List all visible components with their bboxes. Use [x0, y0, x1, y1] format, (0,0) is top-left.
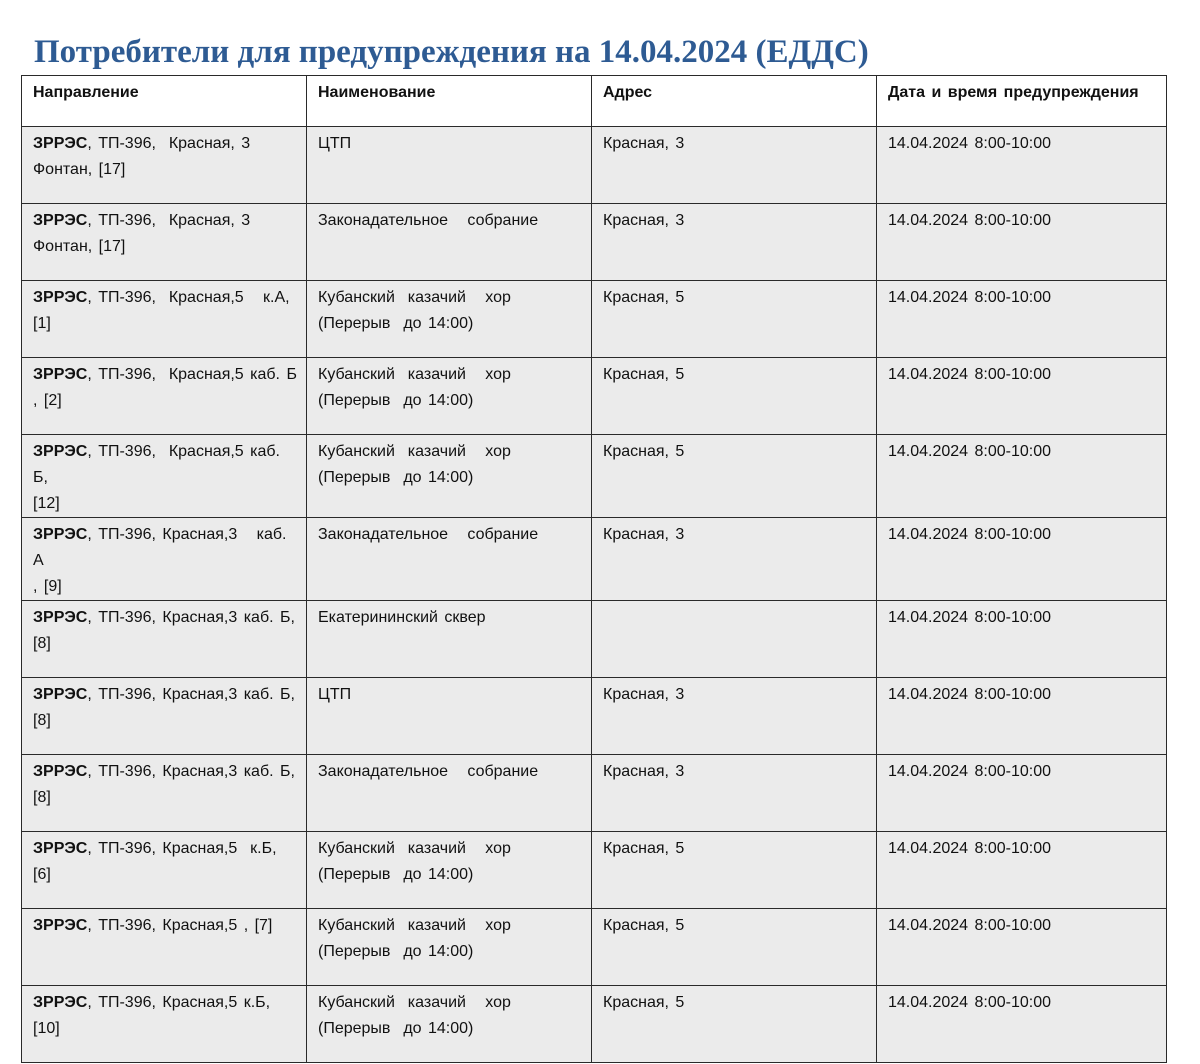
table-row — [22, 204, 1167, 281]
direction-text — [33, 994, 270, 1037]
cell-direction — [22, 909, 307, 986]
direction-detail: , ТП-396, Красная,5 к.Б, [10] — [33, 994, 271, 1037]
cell-datetime-text: 14.04.2024 8:00-10:00 — [888, 686, 1052, 703]
table-row — [22, 601, 1167, 678]
cell-datetime-text: 14.04.2024 8:00-10:00 — [888, 212, 1052, 229]
direction-text — [33, 763, 295, 806]
cell-name-text: ЦТП — [318, 135, 352, 152]
direction-text — [33, 212, 250, 255]
cell-datetime-text: 14.04.2024 8:00-10:00 — [888, 443, 1052, 460]
direction-text — [33, 686, 295, 729]
cell-datetime-text: 14.04.2024 8:00-10:00 — [888, 135, 1052, 152]
direction-detail: , ТП-396, Красная,5 каб. Б, [12] — [33, 443, 280, 512]
table-header-row — [22, 76, 1167, 127]
cell-datetime — [877, 832, 1167, 909]
organization-label: ЗРРЭС — [33, 212, 88, 229]
cell-address — [592, 832, 877, 909]
cell-address — [592, 518, 877, 601]
organization-label: ЗРРЭС — [33, 840, 88, 857]
cell-name — [307, 281, 592, 358]
cell-address-text: Красная, 3 — [603, 135, 685, 152]
cell-name — [307, 358, 592, 435]
cell-datetime — [877, 518, 1167, 601]
cell-direction — [22, 204, 307, 281]
cell-name — [307, 601, 592, 678]
cell-name-text: Кубанский казачий хор (Перерыв до 14:00) — [318, 917, 511, 960]
cell-name-text: Законадательное собрание — [318, 763, 539, 780]
direction-text — [33, 609, 295, 652]
cell-direction — [22, 435, 307, 518]
direction-text — [33, 366, 297, 409]
cell-name — [307, 204, 592, 281]
cell-name — [307, 909, 592, 986]
cell-datetime-text: 14.04.2024 8:00-10:00 — [888, 366, 1052, 383]
cell-name-text: Кубанский казачий хор (Перерыв до 14:00) — [318, 366, 511, 409]
organization-label: ЗРРЭС — [33, 289, 88, 306]
cell-name — [307, 127, 592, 204]
cell-datetime — [877, 755, 1167, 832]
cell-datetime — [877, 909, 1167, 986]
organization-label: ЗРРЭС — [33, 686, 88, 703]
cell-address — [592, 358, 877, 435]
cell-address — [592, 755, 877, 832]
cell-datetime-text: 14.04.2024 8:00-10:00 — [888, 289, 1052, 306]
cell-address — [592, 986, 877, 1063]
direction-detail: , ТП-396, Красная, 3 Фонтан, [17] — [33, 212, 251, 255]
cell-datetime-text: 14.04.2024 8:00-10:00 — [888, 526, 1052, 543]
cell-name-text: Кубанский казачий хор (Перерыв до 14:00) — [318, 994, 511, 1037]
column-header-direction: Направление — [22, 76, 307, 127]
cell-datetime — [877, 435, 1167, 518]
direction-detail: , ТП-396, Красная,5 каб. Б , [2] — [33, 366, 297, 409]
cell-address-text: Красная, 5 — [603, 994, 685, 1011]
organization-label: ЗРРЭС — [33, 366, 88, 383]
cell-direction — [22, 832, 307, 909]
cell-address-text: Красная, 5 — [603, 366, 685, 383]
cell-address-text: Красная, 5 — [603, 443, 685, 460]
cell-name-text: ЦТП — [318, 686, 352, 703]
column-header-name: Наименование — [307, 76, 592, 127]
direction-detail: , ТП-396, Красная,5 к.А, [1] — [33, 289, 290, 332]
cell-direction — [22, 986, 307, 1063]
cell-datetime-text: 14.04.2024 8:00-10:00 — [888, 840, 1052, 857]
cell-address — [592, 909, 877, 986]
cell-name-text: Екатерининский сквер — [318, 609, 486, 626]
consumers-table — [21, 75, 1167, 1063]
cell-datetime — [877, 204, 1167, 281]
direction-text — [33, 526, 293, 595]
cell-datetime — [877, 601, 1167, 678]
cell-name — [307, 755, 592, 832]
cell-name-text: Кубанский казачий хор (Перерыв до 14:00) — [318, 840, 511, 883]
cell-address-text: Красная, 5 — [603, 917, 685, 934]
cell-datetime — [877, 986, 1167, 1063]
cell-direction — [22, 281, 307, 358]
direction-text — [33, 917, 272, 934]
direction-detail: , ТП-396, Красная,3 каб. Б, [8] — [33, 609, 295, 652]
direction-detail: , ТП-396, Красная,5 , [7] — [87, 917, 273, 934]
table-row — [22, 435, 1167, 518]
direction-text — [33, 443, 286, 512]
cell-datetime-text: 14.04.2024 8:00-10:00 — [888, 994, 1052, 1011]
cell-address-text: Красная, 3 — [603, 526, 685, 543]
cell-address-text: Красная, 3 — [603, 686, 685, 703]
cell-datetime — [877, 678, 1167, 755]
cell-name-text: Кубанский казачий хор (Перерыв до 14:00) — [318, 443, 511, 486]
cell-name — [307, 986, 592, 1063]
cell-address — [592, 281, 877, 358]
cell-datetime-text: 14.04.2024 8:00-10:00 — [888, 917, 1052, 934]
cell-direction — [22, 518, 307, 601]
direction-detail: , ТП-396, Красная,5 к.Б, [6] — [33, 840, 283, 883]
page-title: Потребители для предупреждения на 14.04.2024 (ЕДДС) — [34, 34, 869, 70]
cell-address — [592, 678, 877, 755]
cell-datetime — [877, 281, 1167, 358]
cell-name — [307, 518, 592, 601]
direction-text — [33, 289, 290, 332]
cell-address-text: Красная, 5 — [603, 840, 685, 857]
organization-label: ЗРРЭС — [33, 443, 88, 460]
direction-text — [33, 840, 283, 883]
table-row — [22, 518, 1167, 601]
cell-datetime — [877, 127, 1167, 204]
cell-direction — [22, 601, 307, 678]
organization-label: ЗРРЭС — [33, 526, 88, 543]
cell-address-text: Красная, 5 — [603, 289, 685, 306]
table-body — [22, 127, 1167, 1063]
direction-detail: , ТП-396, Красная,3 каб. Б, [8] — [33, 763, 295, 806]
cell-name-text: Законадательное собрание — [318, 212, 539, 229]
table-row — [22, 127, 1167, 204]
direction-detail: , ТП-396, Красная, 3 Фонтан, [17] — [33, 135, 251, 178]
direction-text — [33, 135, 250, 178]
cell-name-text: Кубанский казачий хор (Перерыв до 14:00) — [318, 289, 511, 332]
cell-address-text: Красная, 3 — [603, 212, 685, 229]
cell-address — [592, 601, 877, 678]
cell-name — [307, 832, 592, 909]
organization-label: ЗРРЭС — [33, 917, 88, 934]
organization-label: ЗРРЭС — [33, 135, 88, 152]
table-row — [22, 678, 1167, 755]
cell-direction — [22, 127, 307, 204]
direction-detail: , ТП-396, Красная,3 каб. А , [9] — [33, 526, 287, 595]
cell-direction — [22, 358, 307, 435]
cell-address — [592, 204, 877, 281]
cell-datetime — [877, 358, 1167, 435]
cell-direction — [22, 755, 307, 832]
column-header-datetime: Дата и время предупреждения — [877, 76, 1167, 127]
organization-label: ЗРРЭС — [33, 609, 88, 626]
table-row — [22, 986, 1167, 1063]
direction-detail: , ТП-396, Красная,3 каб. Б, [8] — [33, 686, 295, 729]
cell-address — [592, 435, 877, 518]
table-row — [22, 909, 1167, 986]
cell-name-text: Законадательное собрание — [318, 526, 539, 543]
table-row — [22, 281, 1167, 358]
table-row — [22, 358, 1167, 435]
table-row — [22, 832, 1167, 909]
cell-datetime-text: 14.04.2024 8:00-10:00 — [888, 609, 1052, 626]
column-header-address: Адрес — [592, 76, 877, 127]
cell-address — [592, 127, 877, 204]
organization-label: ЗРРЭС — [33, 994, 88, 1011]
table-row — [22, 755, 1167, 832]
cell-name — [307, 678, 592, 755]
organization-label: ЗРРЭС — [33, 763, 88, 780]
cell-name — [307, 435, 592, 518]
cell-direction — [22, 678, 307, 755]
cell-datetime-text: 14.04.2024 8:00-10:00 — [888, 763, 1052, 780]
cell-address-text: Красная, 3 — [603, 763, 685, 780]
